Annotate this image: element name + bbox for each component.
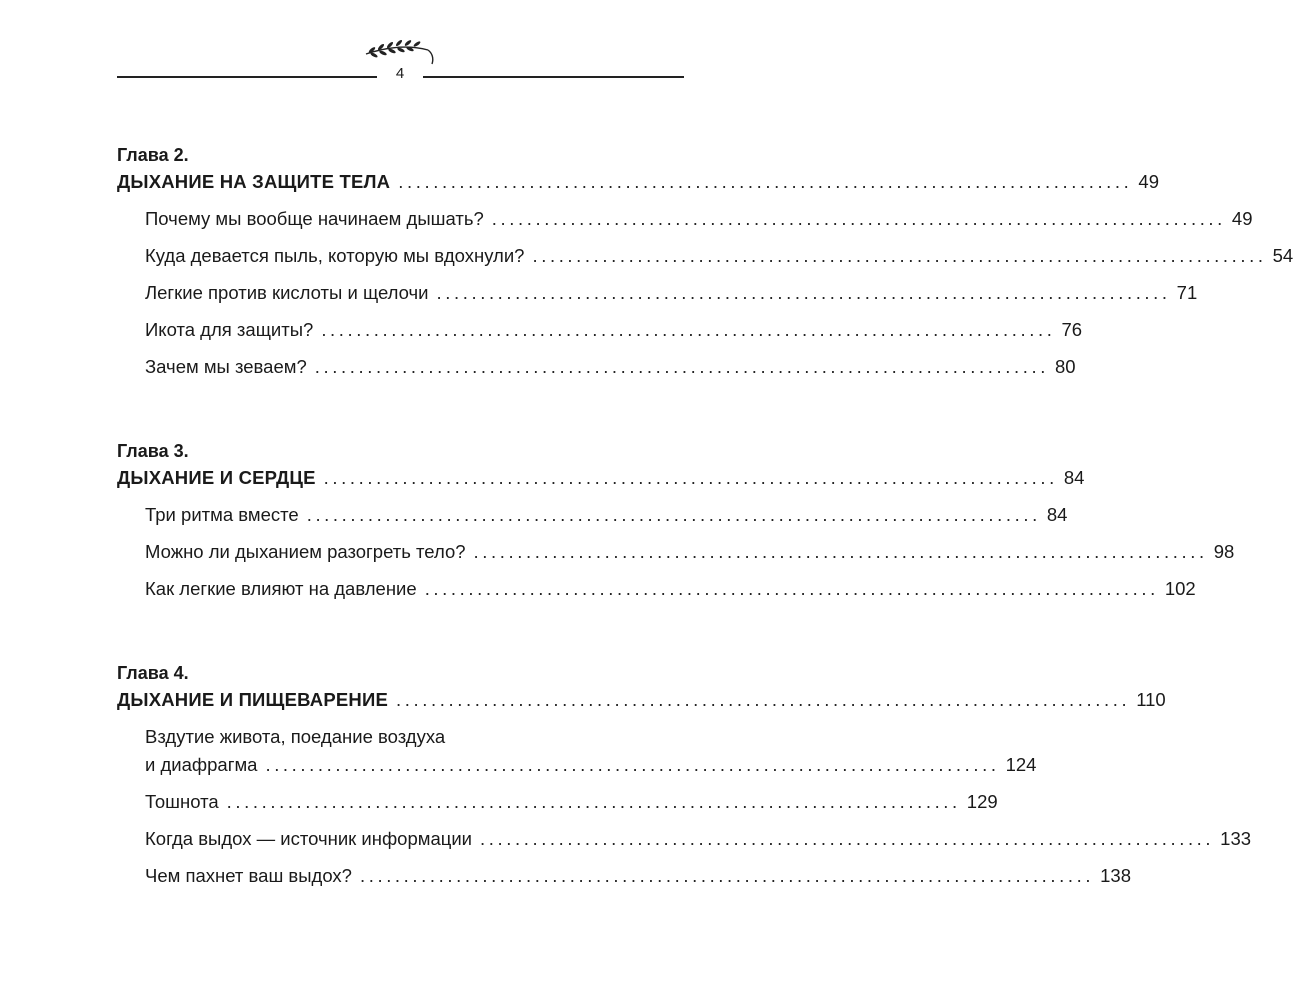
toc-entry[interactable]	[117, 244, 1293, 268]
chapter-label: Глава 4.	[117, 663, 189, 683]
entry-title-line1: Вздутие живота, поедание воздуха	[145, 726, 446, 747]
page-ref: 129	[966, 791, 998, 812]
entry-title: Куда девается пыль, которую мы вдохнули?	[145, 245, 525, 266]
toc-entry[interactable]	[117, 725, 1037, 777]
dot-leader: ....................................................................................	[359, 865, 1095, 886]
entry-title: Тошнота	[145, 791, 219, 812]
dot-leader: ....................................................................................	[436, 282, 1171, 303]
page-ref: 133	[1220, 828, 1252, 849]
entry-title: Зачем мы зеваем?	[145, 356, 307, 377]
dot-leader: ....................................................................................	[265, 754, 1000, 775]
chapter-4	[117, 662, 1252, 888]
entry-title: Почему мы вообще начинаем дышать?	[145, 208, 484, 229]
chapter-label: Глава 2.	[117, 145, 189, 165]
chapter-title-entry[interactable]	[117, 170, 1159, 194]
dot-leader: ....................................................................................	[424, 578, 1159, 599]
toc-entry[interactable]	[117, 355, 1076, 379]
entry-title: Легкие против кислоты и щелочи	[145, 282, 429, 303]
page-number: 4	[395, 65, 405, 82]
entry-title-line2: и диафрагма	[145, 754, 258, 775]
header-rule-left	[117, 76, 377, 78]
page-ref: 102	[1164, 578, 1196, 599]
chapter-title: ДЫХАНИЕ НА ЗАЩИТЕ ТЕЛА	[117, 171, 391, 192]
entry-title: Икота для защиты?	[145, 319, 314, 340]
dot-leader: ....................................................................................	[491, 208, 1226, 229]
toc-entry[interactable]	[117, 540, 1235, 564]
page-ref: 138	[1100, 865, 1131, 886]
toc-entry[interactable]	[117, 281, 1198, 305]
dot-leader: ....................................................................................	[323, 467, 1058, 488]
page-ref: 84	[1063, 467, 1085, 488]
page-header	[0, 0, 800, 100]
entry-title: Три ритма вместе	[145, 504, 299, 525]
dot-leader: ....................................................................................	[473, 541, 1208, 562]
page-ref: 80	[1054, 356, 1076, 377]
chapter-2	[117, 144, 1293, 379]
entry-second-line	[145, 753, 1037, 777]
chapter-3	[117, 440, 1235, 601]
page-ref: 124	[1005, 754, 1037, 775]
toc-entry[interactable]	[117, 790, 998, 814]
page-ref: 84	[1046, 504, 1068, 525]
dot-leader: ....................................................................................	[396, 689, 1131, 710]
page-ref: 71	[1176, 282, 1198, 303]
chapter-title: ДЫХАНИЕ И ПИЩЕВАРЕНИЕ	[117, 689, 389, 710]
dot-leader: ....................................................................................	[398, 171, 1133, 192]
header-rule-right	[423, 76, 684, 78]
toc-entry[interactable]	[117, 207, 1253, 231]
dot-leader: ....................................................................................	[321, 319, 1056, 340]
entry-title: Когда выдох — источник информации	[145, 828, 473, 849]
toc-entry[interactable]	[117, 864, 1131, 888]
toc-entry[interactable]	[117, 827, 1252, 851]
page-ref: 98	[1213, 541, 1235, 562]
toc-entry[interactable]	[117, 577, 1196, 601]
chapter-label: Глава 3.	[117, 441, 189, 461]
dot-leader: ....................................................................................	[314, 356, 1049, 377]
entry-title: Можно ли дыханием разогреть тело?	[145, 541, 466, 562]
dot-leader: ....................................................................................	[306, 504, 1041, 525]
toc-entry[interactable]	[117, 503, 1068, 527]
chapter-title-entry[interactable]	[117, 688, 1166, 712]
page-ref: 49	[1138, 171, 1159, 192]
entry-title: Чем пахнет ваш выдох?	[145, 865, 352, 886]
page-ref: 110	[1136, 689, 1166, 710]
page-ref: 49	[1231, 208, 1253, 229]
dot-leader: ....................................................................................	[532, 245, 1267, 266]
chapter-title-entry[interactable]	[117, 466, 1085, 490]
entry-title: Как легкие влияют на давление	[145, 578, 417, 599]
toc-entry[interactable]	[117, 318, 1083, 342]
dot-leader: ....................................................................................	[226, 791, 961, 812]
page-ref: 54	[1272, 245, 1293, 266]
dot-leader: ....................................................................................	[480, 828, 1215, 849]
page-ref: 76	[1061, 319, 1083, 340]
chapter-title: ДЫХАНИЕ И СЕРДЦЕ	[117, 467, 316, 488]
